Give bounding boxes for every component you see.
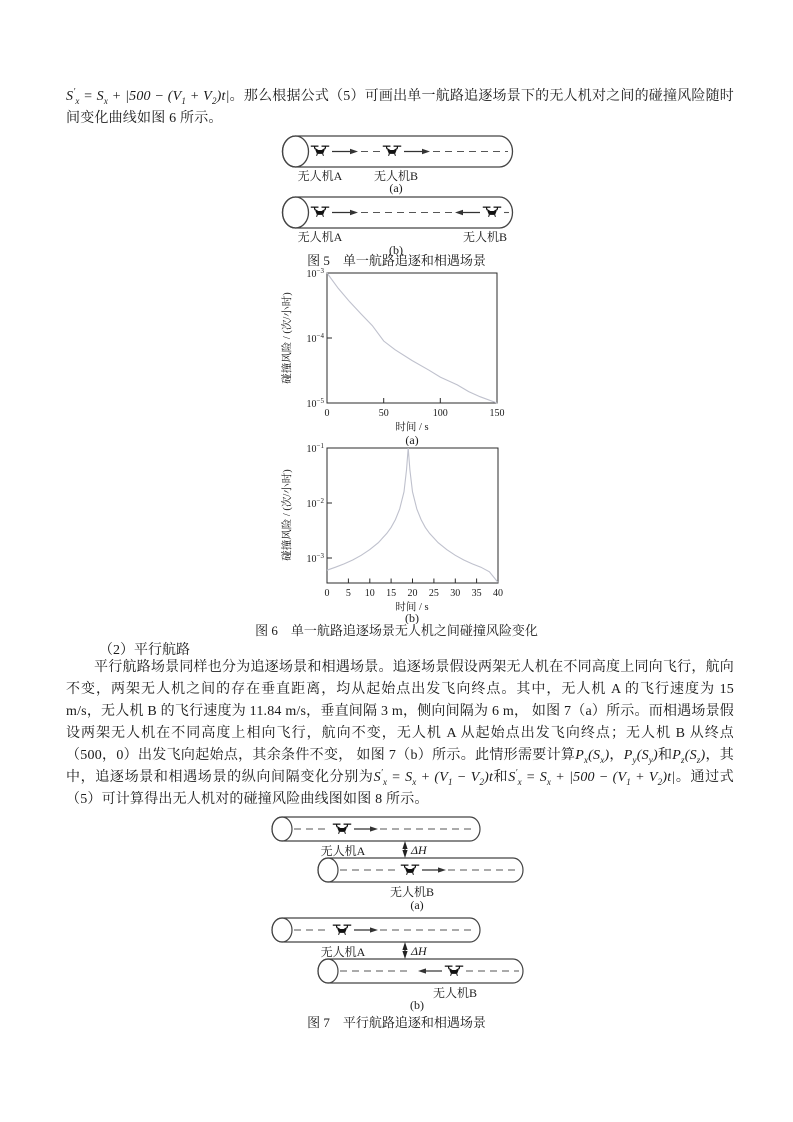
xtick-0: 0 (324, 588, 330, 599)
fig7a-drone-b-label: 无人机B (389, 885, 435, 899)
formula-py: $P_y(S_y)$ (623, 748, 658, 765)
fig7b-tube-a (272, 918, 480, 942)
fig7a-tube-b (318, 858, 523, 882)
fig7a-dh-arrow (402, 841, 407, 858)
fig5a-tube (283, 136, 513, 167)
para2-seg6: 。通过式（5）可计算得出无人机对的碰撞风险曲线图如图 8 所示。 (66, 770, 734, 807)
xtick-7: 35 (471, 588, 482, 599)
figure6a-svg (276, 264, 522, 446)
xtick-0: 0 (324, 408, 330, 419)
xtick-6: 30 (450, 588, 461, 599)
xtick-8: 40 (493, 588, 503, 599)
fig5a-drone-a-label: 无人机A (297, 169, 343, 183)
fig6b-sublabel: (b) (405, 611, 419, 624)
fig7a-sublabel: (a) (410, 898, 424, 912)
paragraph-parallel-routes (66, 657, 734, 811)
fig7b-sublabel: (b) (410, 998, 424, 1012)
figure5-caption: 图 5 单一航路追逐和相遇场景 (307, 253, 486, 268)
para2-seg2: ， (609, 748, 624, 763)
drone-b-icon (383, 146, 401, 156)
drone-a-icon (311, 146, 329, 156)
arrowhead-up-icon (402, 841, 407, 849)
arrowhead-right-icon (438, 867, 446, 872)
arrowhead-left-icon (418, 968, 426, 973)
para2-seg3: 和 (657, 748, 673, 763)
arrowhead-down-icon (402, 850, 407, 858)
arrowhead-right-icon (422, 149, 430, 154)
fig5b-drone-b-label: 无人机B (462, 230, 508, 244)
y-ticks (327, 273, 332, 403)
figure6b-chart (276, 440, 522, 629)
fig7b-tube-b (318, 959, 523, 983)
arrowhead-right-icon (370, 826, 378, 831)
plot-frame (327, 448, 498, 583)
fig7b-drone-b-label: 无人机B (432, 986, 478, 1000)
ytick-2: $10^{-5}$ (306, 397, 324, 410)
xtick-4: 20 (407, 588, 418, 599)
figure6b-svg (276, 440, 522, 624)
fig7b-dh-arrow (402, 942, 407, 959)
x-axis-title: 时间 / s (395, 422, 429, 433)
arrowhead-right-icon (370, 927, 378, 932)
ytick-0: $10^{-1}$ (306, 442, 324, 455)
xtick-2: 100 (432, 408, 448, 419)
figure5-svg (280, 134, 516, 258)
xtick-5: 25 (428, 588, 439, 599)
para2-seg1: 平行航路场景同样也分为追逐场景和相遇场景。追逐场景假设两架无人机在不同高度上同向飞行，航向不变，两架无人机之间的存在垂直距离，均从起始点出发飞向终点。其中，无人机 A 的飞行速度为 15 m/s，无人机 B 的飞行速度为 11.84 m/s，垂直间隔 3 m，侧向间隔为 6 m， 如图 7（a）所示。而相遇场景假设两架无人机在不同高度上相向飞行，航向不变，无人机 A 从起始点出发飞向终点；无人机 B 从终点（500，0）出发飞向起始点，其余条件不变， 如图 7（b）所示。此情形需要计算 (66, 660, 734, 763)
fig7a-drone-a-label: 无人机A (320, 844, 366, 858)
ytick-0: $10^{-3}$ (306, 267, 324, 280)
para2-seg5: 和 (493, 770, 509, 785)
risk-curve (327, 273, 497, 403)
paragraph-text: 。那么根据公式（5）可画出单一航路追逐场景下的无人机对之间的碰撞风险随时间变化曲线如图 6 所示。 (66, 89, 734, 126)
figure5-diagram (280, 134, 516, 263)
figure7-svg (262, 812, 534, 1012)
paragraph-continuation (66, 86, 734, 130)
formula-sx-pursuit: $S'_x = S_x + |500 - (V_1 + V_2)t|$ (66, 86, 230, 106)
para2-seg4: ，其中，追逐场景和相遇场景的纵向间隔变化分别为 (66, 748, 734, 785)
formula-sx-pursuit2: $S'_x = S_x + (V_1 - V_2)t$ (373, 767, 494, 787)
arrowhead-right-icon (350, 210, 358, 215)
ytick-1: $10^{-2}$ (306, 497, 324, 510)
section-heading: （2）平行航路 (99, 643, 190, 658)
fig7b-drone-a-label: 无人机A (320, 945, 366, 959)
fig6a-sublabel: (a) (405, 433, 419, 446)
figure7-diagram (262, 812, 534, 1017)
arrowhead-left-icon (455, 210, 463, 215)
plot-frame (327, 273, 497, 403)
fig5a-drone-b-label: 无人机B (373, 169, 419, 183)
formula-pz: $P_z(S_z)$ (672, 748, 706, 765)
drone-b-icon (445, 966, 463, 976)
fig5b-sublabel: (b) (389, 243, 403, 257)
y-ticks (327, 448, 332, 558)
x-axis-title: 时间 / s (395, 602, 429, 613)
xtick-1: 5 (345, 588, 351, 599)
arrowhead-right-icon (350, 149, 358, 154)
arrowhead-down-icon (402, 951, 407, 959)
formula-sx-meet: $S'_x = S_x + |500 - (V_1 + V_2)t|$ (508, 767, 676, 787)
drone-a-icon (333, 824, 351, 834)
risk-curve (327, 448, 498, 582)
drone-a-icon (311, 207, 329, 217)
x-ticks (327, 579, 498, 584)
figure6a-chart (276, 264, 522, 451)
arrowhead-up-icon (402, 942, 407, 950)
fig7a-dh-label: ΔH (411, 843, 427, 857)
fig7a-tube-a (272, 817, 480, 841)
ytick-1: $10^{-4}$ (306, 332, 324, 345)
ytick-2: $10^{-3}$ (306, 552, 324, 565)
y-axis-title: 碰撞风险 / (次/小时) (282, 292, 293, 384)
drone-b-icon (483, 207, 501, 217)
y-axis-title: 碰撞风险 / (次/小时) (282, 469, 293, 561)
fig5b-drone-a-label: 无人机A (297, 230, 343, 244)
fig5a-sublabel: (a) (389, 181, 403, 195)
xtick-2: 10 (364, 588, 375, 599)
xtick-1: 50 (378, 408, 389, 419)
formula-px: $P_x(S_x)$ (575, 748, 610, 765)
fig5b-tube (283, 197, 513, 228)
figure6-caption: 图 6 单一航路追逐场景无人机之间碰撞风险变化 (255, 623, 538, 638)
drone-b-icon (401, 865, 419, 875)
xtick-3: 15 (386, 588, 397, 599)
xtick-3: 150 (489, 408, 505, 419)
x-ticks (327, 398, 497, 403)
fig7b-dh-label: ΔH (411, 944, 427, 958)
figure7-caption: 图 7 平行航路追逐和相遇场景 (307, 1015, 486, 1030)
drone-a-icon (333, 925, 351, 935)
